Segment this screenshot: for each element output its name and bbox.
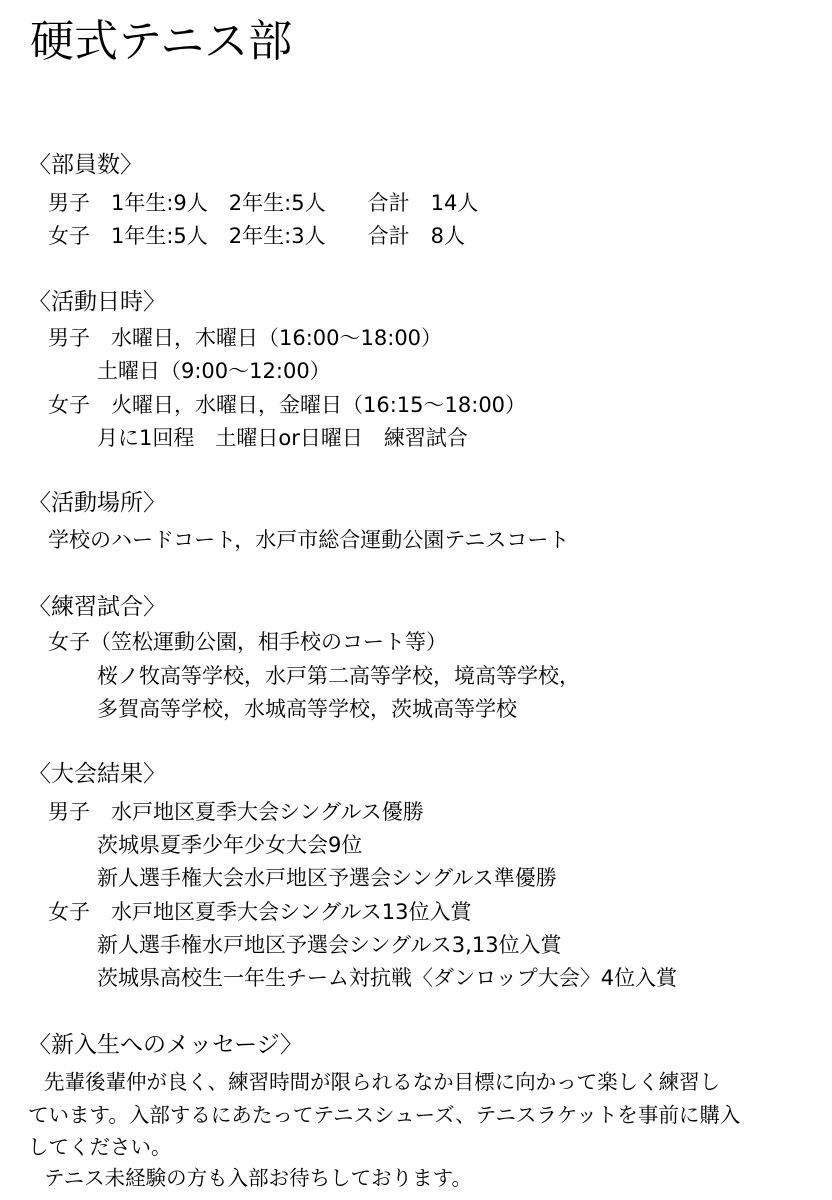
practice-match-line: 桜ノ牧高等学校，水戸第二高等学校，境高等学校， bbox=[97, 664, 580, 688]
members-boys-line: 男子 1年生:9人 2年生:5人 合計 14人 bbox=[48, 191, 479, 215]
message-line: してください。 bbox=[28, 1135, 172, 1159]
results-line: 新人選手権大会水戸地区予選会シングルス準優勝 bbox=[97, 866, 557, 890]
practice-match-heading: 〈練習試合〉 bbox=[28, 594, 166, 620]
schedule-line: 男子 水曜日，木曜日（16:00～18:00） bbox=[48, 326, 443, 350]
schedule-line: 女子 火曜日，水曜日，金曜日（16:15～18:00） bbox=[48, 393, 527, 417]
practice-match-line: 多賀高等学校，水城高等学校，茨城高等学校 bbox=[97, 697, 517, 721]
page-title: 硬式テニス部 bbox=[30, 16, 293, 67]
practice-match-line: 女子（笠松運動公園，相手校のコート等） bbox=[48, 630, 447, 654]
schedule-line: 月に1回程 土曜日or日曜日 練習試合 bbox=[97, 426, 468, 450]
message-heading: 〈新入生へのメッセージ〉 bbox=[28, 1032, 303, 1058]
members-heading: 〈部員数〉 bbox=[28, 152, 143, 178]
message-line: ています。入部するにあたってテニスシューズ、テニスラケットを事前に購入 bbox=[28, 1103, 741, 1127]
schedule-line: 土曜日（9:00～12:00） bbox=[97, 359, 331, 383]
message-line: テニス未経験の方も入部お待ちしております。 bbox=[44, 1166, 473, 1190]
results-line: 新人選手権水戸地区予選会シングルス3,13位入賞 bbox=[97, 933, 562, 957]
members-girls-line: 女子 1年生:5人 2年生:3人 合計 8人 bbox=[48, 224, 465, 248]
results-line: 女子 水戸地区夏季大会シングルス13位入賞 bbox=[48, 900, 472, 924]
results-line: 茨城県高校生一年生チーム対抗戦〈ダンロップ大会〉4位入賞 bbox=[97, 966, 678, 990]
message-line: 先輩後輩仲が良く、練習時間が限られるなか目標に向かって楽しく練習し bbox=[44, 1070, 721, 1094]
place-line: 学校のハードコート，水戸市総合運動公園テニスコート bbox=[48, 528, 570, 552]
results-line: 茨城県夏季少年少女大会9位 bbox=[97, 833, 363, 857]
results-heading: 〈大会結果〉 bbox=[28, 761, 166, 787]
place-heading: 〈活動場所〉 bbox=[28, 490, 166, 516]
schedule-heading: 〈活動日時〉 bbox=[28, 289, 166, 315]
results-line: 男子 水戸地区夏季大会シングルス優勝 bbox=[48, 800, 424, 824]
